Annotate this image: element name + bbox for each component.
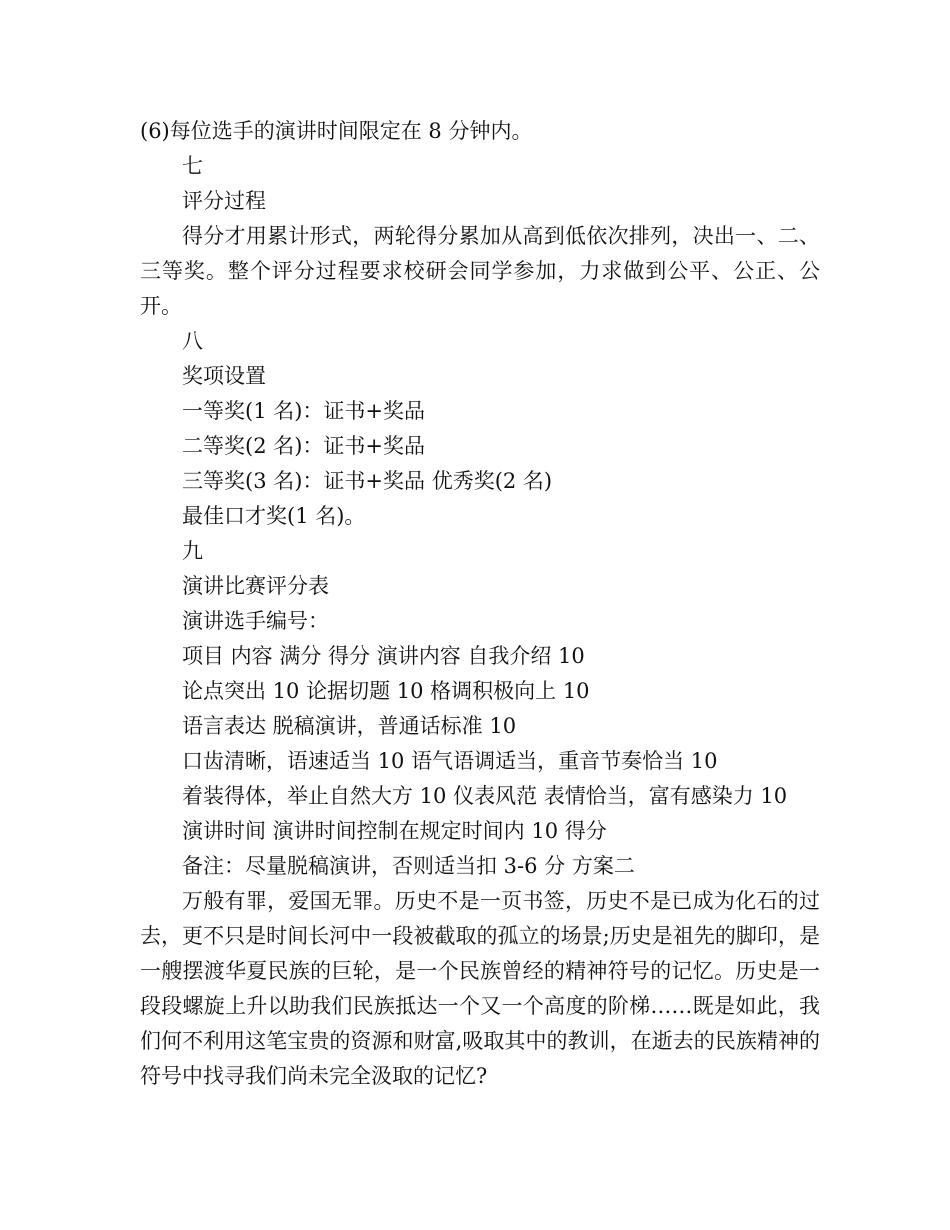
award-second-prize: 二等奖(2 名)：证书+奖品 [182,434,426,458]
section-number-8: 八 [182,329,203,353]
section-heading-score-sheet: 演讲比赛评分表 [182,574,329,598]
contestant-number-label: 演讲选手编号： [182,609,329,633]
score-sheet-row: 项目 内容 满分 得分 演讲内容 自我介绍 10 [182,644,585,668]
document-body [140,114,820,1094]
score-sheet-row: 口齿清晰，语速适当 10 语气语调适当，重音节奏恰当 10 [182,749,718,773]
score-sheet-row: 语言表达 脱稿演讲，普通话标准 10 [182,714,517,738]
section-heading-awards: 奖项设置 [182,364,266,388]
score-sheet-row: 演讲时间 演讲时间控制在规定时间内 10 得分 [182,819,607,843]
award-first-prize: 一等奖(1 名)：证书+奖品 [182,399,426,423]
section-heading-scoring-process: 评分过程 [182,189,266,213]
score-sheet-row: 着装得体，举止自然大方 10 仪表风范 表情恰当，富有感染力 10 [182,784,788,808]
rule-item-6: (6)每位选手的演讲时间限定在 8 分钟内。 [140,119,533,143]
award-best-eloquence: 最佳口才奖(1 名)。 [182,504,366,528]
score-sheet-row: 论点突出 10 论据切题 10 格调积极向上 10 [182,679,590,703]
scoring-process-paragraph: 得分才用累计形式，两轮得分累加从高到低依次排列，决出一、二、三等奖。整个评分过程要求校研会同学参加，力求做到公平、公正、公开。 [140,224,820,318]
award-third-prize: 三等奖(3 名)：证书+奖品 优秀奖(2 名) [182,469,553,493]
plan-two-paragraph: 万般有罪，爱国无罪。历史不是一页书签，历史不是已成为化石的过去，更不只是时间长河中一段被截取的孤立的场景;历史是祖先的脚印，是一艘摆渡华夏民族的巨轮，是一个民族曾经的精神符号的记忆。历史是一段段螺旋上升以助我们民族抵达一个又一个高度的阶梯……既是如此，我们何不利用这笔宝贵的资源和财富,吸取其中的教训，在逝去的民族精神的符号中找寻我们尚未完全汲取的记忆? [140,889,820,1088]
section-number-9: 九 [182,539,203,563]
score-sheet-note: 备注：尽量脱稿演讲，否则适当扣 3-6 分 方案二 [182,854,635,878]
section-number-7: 七 [182,154,203,178]
